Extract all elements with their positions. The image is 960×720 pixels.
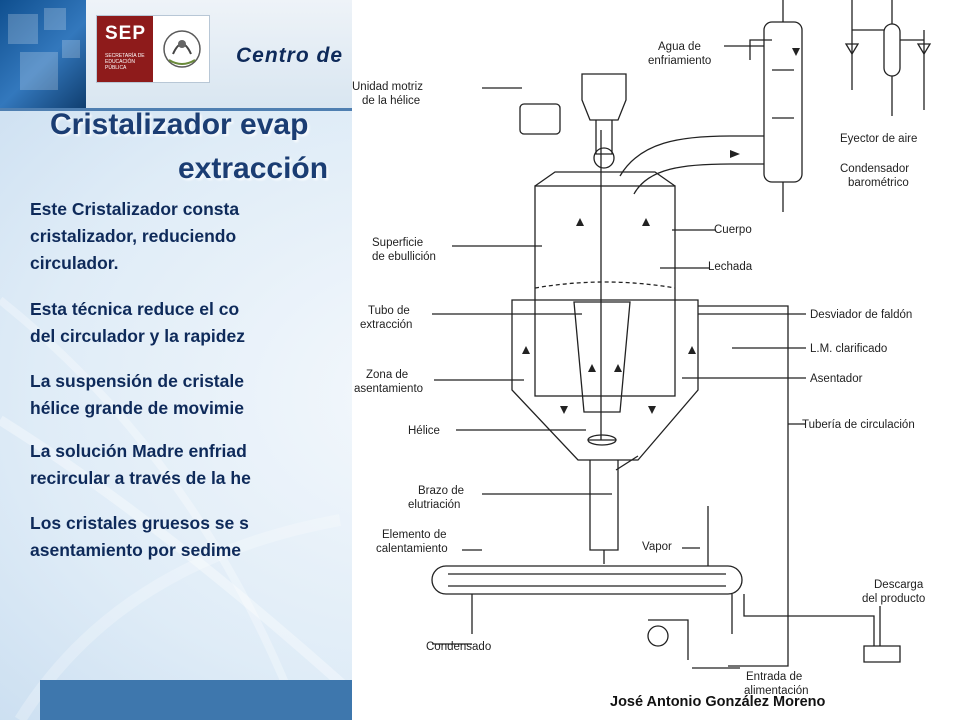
label-zona-1: Zona de — [366, 369, 409, 381]
label-tubo-1: Tubo de — [368, 305, 410, 317]
crystallizer-diagram-svg — [352, 0, 960, 720]
paragraph-5 — [30, 510, 370, 564]
label-asentador: Asentador — [810, 373, 863, 385]
label-tubo-2: extracción — [360, 319, 413, 331]
heat-exchanger-shape — [432, 566, 742, 594]
institution-name: Centro de — [236, 44, 344, 67]
slide-title-line2: extracción — [178, 152, 329, 185]
mexico-seal-icon — [159, 24, 205, 74]
sep-logo-word: SEP — [105, 23, 147, 44]
label-tuberia: Tubería de circulación — [802, 419, 915, 431]
label-cuerpo: Cuerpo — [714, 224, 752, 236]
label-vapor: Vapor — [642, 541, 672, 553]
paragraph-line: Este Cristalizador consta — [30, 199, 240, 219]
label-condensado: Condensado — [426, 641, 492, 653]
label-unidad-2: de la hélice — [362, 95, 421, 107]
slide-title-line1: Cristalizador evap — [50, 108, 309, 141]
label-descarga-2: del producto — [862, 593, 926, 605]
label-elemento-1: Elemento de — [382, 529, 447, 541]
label-ejector: Eyector de aire — [840, 133, 918, 145]
label-helice: Hélice — [408, 425, 440, 437]
label-lechada: Lechada — [708, 261, 753, 273]
paragraph-3 — [30, 368, 370, 422]
paragraph-line: recircular a través de la he — [30, 468, 251, 488]
motor-housing-shape — [520, 104, 560, 134]
label-brazo-1: Brazo de — [418, 485, 465, 497]
label-unidad-1: Unidad motriz — [352, 81, 423, 93]
label-elemento-2: calentamiento — [376, 543, 448, 555]
paragraph-line: Los cristales gruesos se s — [30, 513, 249, 533]
sep-logo-subtitle: SECRETARÍA DE EDUCACIÓN PÚBLICA — [105, 53, 145, 71]
label-condensador-1: Condensador — [840, 163, 910, 175]
paragraph-line: La solución Madre enfriad — [30, 441, 247, 461]
paragraph-1 — [30, 196, 370, 277]
label-entrada-2: alimentación — [744, 685, 809, 697]
crystallizer-diagram — [352, 0, 960, 720]
paragraph-line: del circulador y la rapidez — [30, 326, 245, 346]
label-descarga-1: Descarga — [874, 579, 924, 591]
paragraph-line: Esta técnica reduce el co — [30, 299, 240, 319]
label-superficie-1: Superficie — [372, 237, 424, 249]
crystallizer-body-shape — [535, 186, 675, 396]
label-agua-2: enfriamiento — [648, 55, 712, 67]
author-name: José Antonio González Moreno — [610, 694, 826, 710]
paragraph-line: La suspensión de cristale — [30, 371, 244, 391]
header-decoration — [0, 0, 86, 108]
label-zona-2: asentamiento — [354, 383, 424, 395]
label-lm: L.M. clarificado — [810, 343, 888, 355]
label-condensador-2: barométrico — [848, 177, 909, 189]
air-ejector-shape — [884, 24, 900, 76]
label-agua-1: Agua de — [658, 41, 701, 53]
sep-logo — [96, 15, 210, 83]
label-entrada-1: Entrada de — [746, 671, 803, 683]
label-superficie-2: de ebullición — [372, 251, 436, 263]
label-brazo-2: elutriación — [408, 499, 461, 511]
paragraph-line: hélice grande de movimie — [30, 398, 244, 418]
label-desviador: Desviador de faldón — [810, 309, 913, 321]
settler-shape — [512, 300, 698, 460]
paragraph-4 — [30, 438, 370, 492]
paragraph-2 — [30, 296, 370, 350]
paragraph-line: circulador. — [30, 253, 119, 273]
paragraph-line: cristalizador, reduciendo — [30, 226, 237, 246]
barometric-condenser-shape — [764, 22, 802, 182]
paragraph-line: asentamiento por sedime — [30, 540, 242, 560]
